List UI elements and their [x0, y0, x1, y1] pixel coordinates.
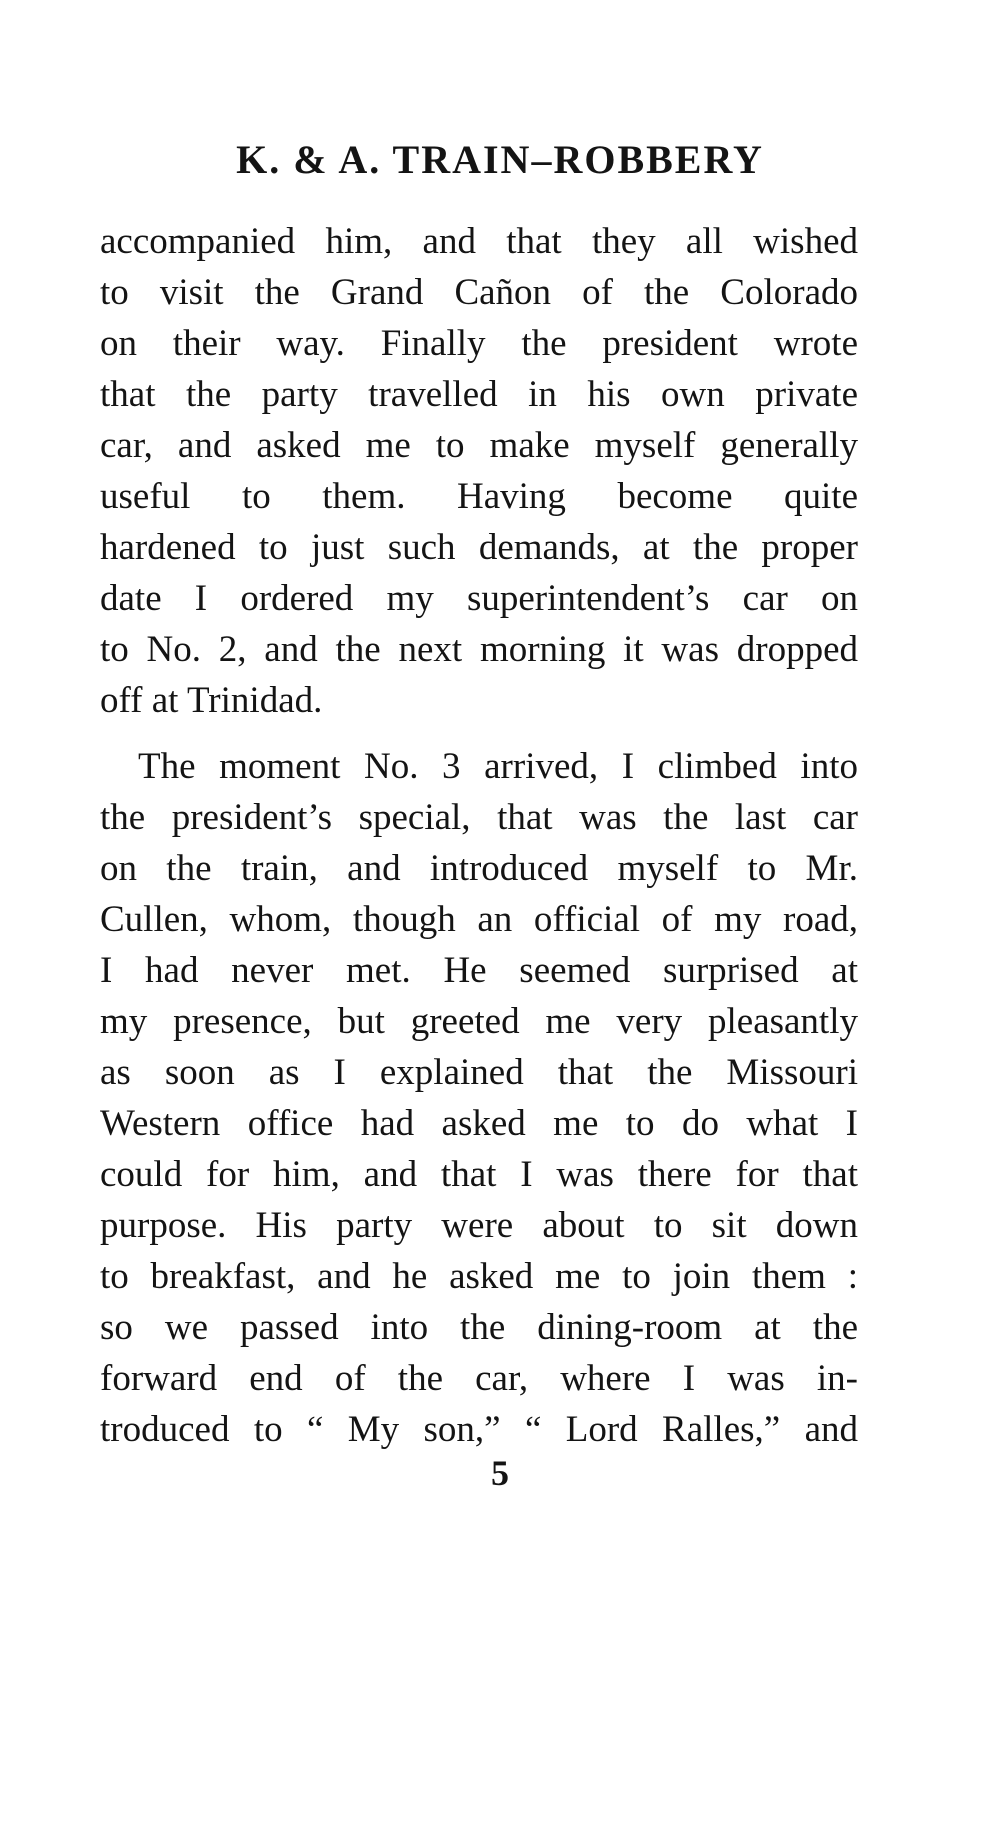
text-line: useful to them. Having become quite [100, 476, 858, 517]
text-line: as soon as I explained that the Missouri [100, 1052, 858, 1093]
text-line: could for him, and that I was there for that [100, 1154, 858, 1195]
page-number: 5 [491, 1453, 509, 1493]
text-line: The moment No. 3 arrived, I climbed into [138, 746, 858, 787]
paragraph-1 [100, 216, 858, 726]
text-line: date I ordered my superintendent’s car on [100, 578, 858, 619]
text-line: hardened to just such demands, at the proper [100, 527, 858, 568]
text-line: Cullen, whom, though an official of my road, [100, 899, 858, 940]
text-line: my presence, but greeted me very pleasantly [100, 1001, 858, 1042]
text-line: to visit the Grand Cañon of the Colorado [100, 272, 858, 313]
paragraph-spacer [100, 726, 858, 741]
text-line: I had never met. He seemed surprised at [100, 950, 858, 991]
text-line: on the train, and introduced myself to Mr. [100, 848, 858, 889]
text-line: that the party travelled in his own private [100, 374, 858, 415]
text-line: to breakfast, and he asked me to join them : [100, 1256, 858, 1297]
text-line: to No. 2, and the next morning it was dropped [100, 629, 858, 670]
text-line: forward end of the car, where I was in- [100, 1358, 858, 1399]
text-line: car, and asked me to make myself generally [100, 425, 858, 466]
text-line: purpose. His party were about to sit down [100, 1205, 858, 1246]
text-line: the president’s special, that was the last car [100, 797, 858, 838]
text-line: on their way. Finally the president wrote [100, 323, 858, 364]
text-line: accompanied him, and that they all wished [100, 221, 858, 262]
body-text [100, 216, 858, 1455]
text-line: so we passed into the dining-room at the [100, 1307, 858, 1348]
paragraph-2 [100, 741, 858, 1455]
text-line: troduced to “ My son,” “ Lord Ralles,” and [100, 1409, 858, 1450]
text-line: Western office had asked me to do what I [100, 1103, 858, 1144]
running-head: K. & A. TRAIN–ROBBERY [236, 137, 764, 182]
text-line: off at Trinidad. [100, 680, 323, 721]
